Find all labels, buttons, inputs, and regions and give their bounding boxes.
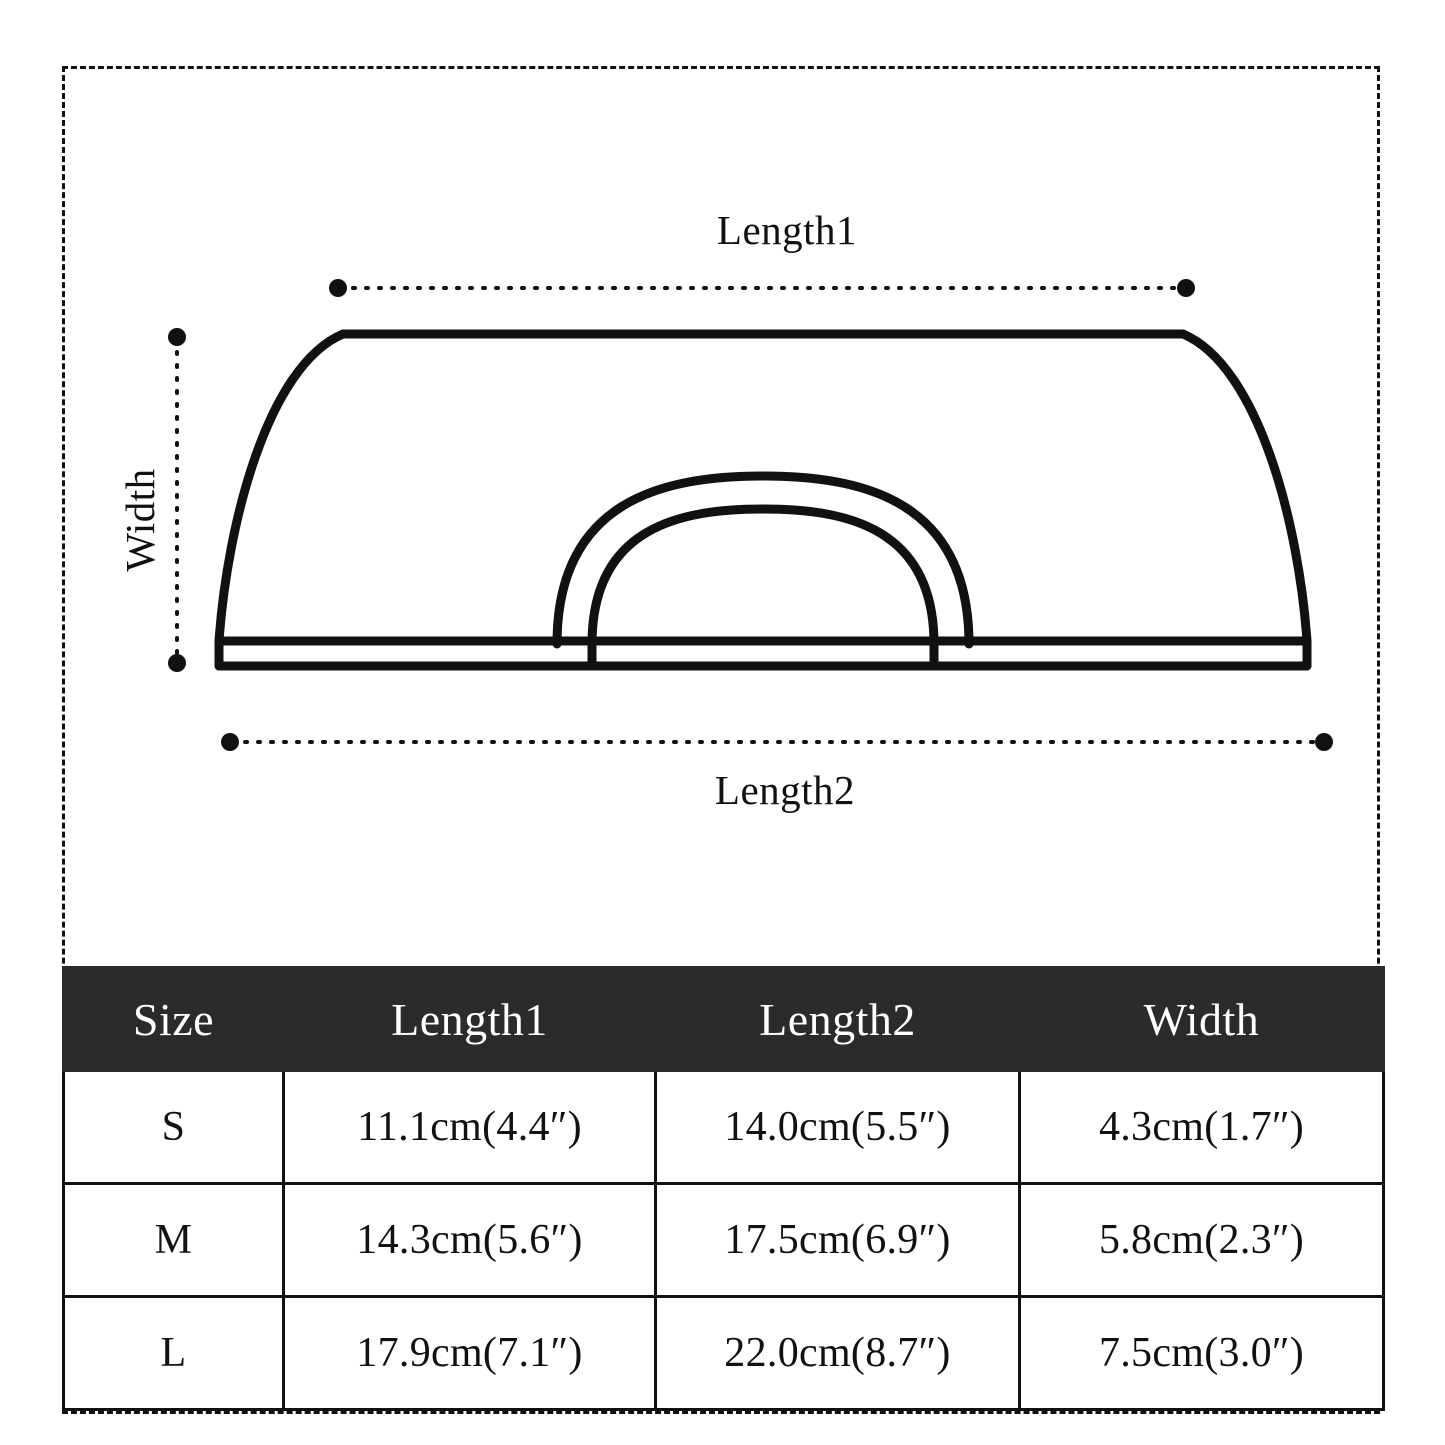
product-diagram <box>62 66 1382 966</box>
cell-width: 5.8cm(2.3″) <box>1020 1184 1384 1297</box>
column-header-length2: Length2 <box>656 968 1020 1071</box>
size-table <box>62 966 1385 1411</box>
column-header-width: Width <box>1020 968 1384 1071</box>
length1-label: Length1 <box>716 207 858 253</box>
center-arch <box>557 476 969 644</box>
cell-width: 7.5cm(3.0″) <box>1020 1297 1384 1410</box>
length2-dimension-line <box>221 733 1333 751</box>
cell-size: M <box>64 1184 284 1297</box>
table-row <box>64 1297 1384 1410</box>
table-row <box>64 1071 1384 1184</box>
product-outline-drawing <box>62 66 1382 966</box>
body-outline <box>219 334 1307 666</box>
cell-size: S <box>64 1071 284 1184</box>
table-header-row <box>64 968 1384 1071</box>
width-label: Width <box>117 468 163 572</box>
cell-length1: 14.3cm(5.6″) <box>284 1184 656 1297</box>
cell-width: 4.3cm(1.7″) <box>1020 1071 1384 1184</box>
width-dimension-line <box>168 328 186 672</box>
column-header-length1: Length1 <box>284 968 656 1071</box>
size-table-body <box>64 1071 1384 1410</box>
length1-dimension-line <box>329 279 1195 297</box>
table-row <box>64 1184 1384 1297</box>
column-header-size: Size <box>64 968 284 1071</box>
size-table-header <box>64 968 1384 1071</box>
cell-length1: 17.9cm(7.1″) <box>284 1297 656 1410</box>
cell-length1: 11.1cm(4.4″) <box>284 1071 656 1184</box>
cell-length2: 14.0cm(5.5″) <box>656 1071 1020 1184</box>
cell-length2: 22.0cm(8.7″) <box>656 1297 1020 1410</box>
cell-length2: 17.5cm(6.9″) <box>656 1184 1020 1297</box>
length2-label: Length2 <box>714 767 856 813</box>
cell-size: L <box>64 1297 284 1410</box>
